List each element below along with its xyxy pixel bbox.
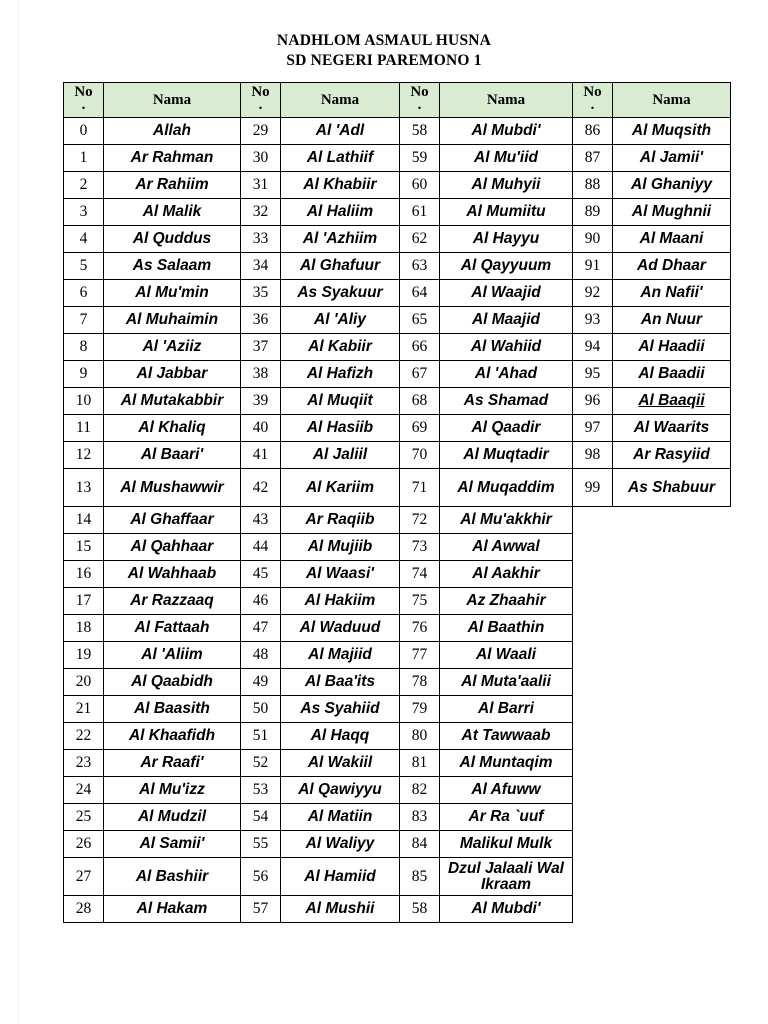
name-cell: Ar Raqiib [281,507,400,534]
name-cell: Al 'Aziiz [104,334,241,361]
name-cell: Al Qawiyyu [281,777,400,804]
name-cell: Al 'Adl [281,118,400,145]
row-number: 18 [64,615,104,642]
empty-cell [613,831,731,858]
name-cell: Al Muta'aalii [440,669,573,696]
row-number: 9 [64,361,104,388]
row-number: 12 [64,442,104,469]
row-number: 89 [573,199,613,226]
asmaul-husna-table [63,82,731,923]
empty-cell [573,831,613,858]
name-cell: Al Baadii [613,361,731,388]
name-cell: Al Hayyu [440,226,573,253]
row-number: 11 [64,415,104,442]
row-number: 2 [64,172,104,199]
table-body [64,118,731,923]
name-cell: Al 'Aliim [104,642,241,669]
row-number: 73 [400,534,440,561]
name-cell: Al Jamii' [613,145,731,172]
empty-cell [613,750,731,777]
row-number: 21 [64,696,104,723]
table-row [64,334,731,361]
name-cell: Al Mubdi' [440,118,573,145]
row-number: 6 [64,280,104,307]
name-cell: Al Mushawwir [104,469,241,507]
empty-cell [573,896,613,923]
name-cell: Al Hakam [104,896,241,923]
table-row [64,442,731,469]
row-number: 56 [241,858,281,896]
row-number: 80 [400,723,440,750]
empty-cell [573,642,613,669]
table-row [64,831,731,858]
row-number: 35 [241,280,281,307]
name-cell: Al Hamiid [281,858,400,896]
name-cell: Al Mutakabbir [104,388,241,415]
name-cell: Al Mujiib [281,534,400,561]
row-number: 29 [241,118,281,145]
row-number: 55 [241,831,281,858]
name-cell: Malikul Mulk [440,831,573,858]
row-number: 77 [400,642,440,669]
empty-cell [613,723,731,750]
table-row [64,469,731,507]
name-cell: Al Maajid [440,307,573,334]
row-number: 58 [400,896,440,923]
row-number: 3 [64,199,104,226]
table-row [64,642,731,669]
header-nama: Nama [440,83,573,118]
row-number: 75 [400,588,440,615]
name-cell: Al Fattaah [104,615,241,642]
row-number: 47 [241,615,281,642]
empty-cell [573,696,613,723]
row-number: 50 [241,696,281,723]
row-number: 51 [241,723,281,750]
row-number: 61 [400,199,440,226]
name-cell: Al Kariim [281,469,400,507]
name-cell: Al Wakiil [281,750,400,777]
name-cell: Al Mu'akkhir [440,507,573,534]
name-cell: Al Haliim [281,199,400,226]
row-number: 94 [573,334,613,361]
name-cell: Al Maani [613,226,731,253]
table-row [64,588,731,615]
name-cell: Dzul Jalaali Wal Ikraam [440,858,573,896]
name-cell: Al Qaadir [440,415,573,442]
name-cell: As Shabuur [613,469,731,507]
name-cell: An Nafii' [613,280,731,307]
row-number: 76 [400,615,440,642]
row-number: 15 [64,534,104,561]
row-number: 52 [241,750,281,777]
name-cell: Al Ghaniyy [613,172,731,199]
row-number: 53 [241,777,281,804]
header-nama: Nama [281,83,400,118]
name-cell: Al Ghafuur [281,253,400,280]
row-number: 27 [64,858,104,896]
row-number: 1 [64,145,104,172]
row-number: 43 [241,507,281,534]
name-cell: Az Zhaahir [440,588,573,615]
table-row [64,199,731,226]
name-cell: Al Muqtadir [440,442,573,469]
row-number: 99 [573,469,613,507]
row-number: 60 [400,172,440,199]
name-cell: Al Awwal [440,534,573,561]
row-number: 38 [241,361,281,388]
row-number: 95 [573,361,613,388]
name-cell: Al Waali [440,642,573,669]
row-number: 42 [241,469,281,507]
empty-cell [573,615,613,642]
name-cell: Al Jabbar [104,361,241,388]
row-number: 59 [400,145,440,172]
name-cell: Al Khaafidh [104,723,241,750]
row-number: 58 [400,118,440,145]
row-number: 78 [400,669,440,696]
name-cell: Ar Raafi' [104,750,241,777]
row-number: 23 [64,750,104,777]
row-number: 87 [573,145,613,172]
row-number: 54 [241,804,281,831]
empty-cell [613,534,731,561]
name-cell: Al Baasith [104,696,241,723]
row-number: 25 [64,804,104,831]
row-number: 31 [241,172,281,199]
table-row [64,896,731,923]
row-number: 82 [400,777,440,804]
table-row [64,804,731,831]
header-no: No . [241,83,281,118]
name-cell: Ar Razzaaq [104,588,241,615]
row-number: 7 [64,307,104,334]
row-number: 41 [241,442,281,469]
name-cell: Al Muhyii [440,172,573,199]
empty-cell [573,804,613,831]
table-row [64,561,731,588]
table-row [64,507,731,534]
name-cell: Al 'Azhiim [281,226,400,253]
row-number: 97 [573,415,613,442]
row-number: 57 [241,896,281,923]
table-row [64,118,731,145]
row-number: 16 [64,561,104,588]
row-number: 49 [241,669,281,696]
row-number: 93 [573,307,613,334]
row-number: 72 [400,507,440,534]
table-row [64,388,731,415]
row-number: 45 [241,561,281,588]
empty-cell [613,588,731,615]
name-cell: As Syahiid [281,696,400,723]
name-cell: Al Khaliq [104,415,241,442]
name-cell: Al Muqiit [281,388,400,415]
row-number: 62 [400,226,440,253]
name-cell: Ar Rasyiid [613,442,731,469]
name-cell: Al Hasiib [281,415,400,442]
name-cell: As Shamad [440,388,573,415]
row-number: 90 [573,226,613,253]
name-cell: Al Mushii [281,896,400,923]
name-cell: Al Hafizh [281,361,400,388]
table-row [64,307,731,334]
row-number: 86 [573,118,613,145]
page-edge [18,0,19,1024]
empty-cell [613,507,731,534]
row-number: 39 [241,388,281,415]
name-cell: Al Mubdi' [440,896,573,923]
row-number: 83 [400,804,440,831]
row-number: 64 [400,280,440,307]
empty-cell [613,669,731,696]
name-cell: Al Baa'its [281,669,400,696]
name-cell: Al 'Ahad [440,361,573,388]
row-number: 0 [64,118,104,145]
empty-cell [573,561,613,588]
row-number: 63 [400,253,440,280]
table-row [64,361,731,388]
row-number: 30 [241,145,281,172]
empty-cell [613,804,731,831]
name-cell: Al Majiid [281,642,400,669]
row-number: 13 [64,469,104,507]
name-cell: Al Hakiim [281,588,400,615]
name-cell: Al Aakhir [440,561,573,588]
table-row [64,723,731,750]
name-cell: Al Waajid [440,280,573,307]
row-number: 10 [64,388,104,415]
empty-cell [613,896,731,923]
name-cell: Al Muhaimin [104,307,241,334]
table-row [64,696,731,723]
row-number: 5 [64,253,104,280]
name-cell: Al Wahhaab [104,561,241,588]
row-number: 20 [64,669,104,696]
row-number: 19 [64,642,104,669]
row-number: 40 [241,415,281,442]
name-cell: Al Mumiitu [440,199,573,226]
row-number: 48 [241,642,281,669]
empty-cell [613,696,731,723]
table-row [64,172,731,199]
empty-cell [613,777,731,804]
row-number: 14 [64,507,104,534]
name-cell: An Nuur [613,307,731,334]
table-row [64,669,731,696]
empty-cell [573,669,613,696]
name-cell: Al Qayyuum [440,253,573,280]
header-no: No . [64,83,104,118]
row-number: 44 [241,534,281,561]
header-no: No . [573,83,613,118]
empty-cell [573,507,613,534]
name-cell: Al Lathiif [281,145,400,172]
row-number: 37 [241,334,281,361]
row-number: 22 [64,723,104,750]
header-nama: Nama [613,83,731,118]
name-cell: Al Muqaddim [440,469,573,507]
row-number: 96 [573,388,613,415]
row-number: 84 [400,831,440,858]
row-number: 69 [400,415,440,442]
name-cell: Al Malik [104,199,241,226]
row-number: 32 [241,199,281,226]
table-row [64,858,731,896]
document-title: NADHLOM ASMAUL HUSNA [276,32,492,49]
name-cell: As Salaam [104,253,241,280]
name-cell: Ar Rahman [104,145,241,172]
name-cell: Al Waasi' [281,561,400,588]
row-number: 98 [573,442,613,469]
name-cell: Al Afuww [440,777,573,804]
table-row [64,226,731,253]
name-cell: At Tawwaab [440,723,573,750]
table-row [64,253,731,280]
table-row [64,615,731,642]
name-cell: As Syakuur [281,280,400,307]
row-number: 17 [64,588,104,615]
row-number: 68 [400,388,440,415]
row-number: 71 [400,469,440,507]
name-cell: Al Haadii [613,334,731,361]
empty-cell [573,858,613,896]
name-cell: Al Qahhaar [104,534,241,561]
name-cell: Al Mu'iid [440,145,573,172]
name-cell: Al Matiin [281,804,400,831]
name-cell: Al Qaabidh [104,669,241,696]
row-number: 88 [573,172,613,199]
name-cell: Al Kabiir [281,334,400,361]
row-number: 66 [400,334,440,361]
name-cell: Al 'Aliy [281,307,400,334]
name-cell: Al Mughnii [613,199,731,226]
name-cell: Al Waduud [281,615,400,642]
school-name: SD NEGERI PAREMONO 1 [286,52,482,69]
table-row [64,777,731,804]
table-header-row [64,83,731,118]
name-cell: Ad Dhaar [613,253,731,280]
row-number: 36 [241,307,281,334]
table-row [64,280,731,307]
name-cell: Allah [104,118,241,145]
name-cell: Ar Rahiim [104,172,241,199]
name-cell: Al Ghaffaar [104,507,241,534]
table-row [64,750,731,777]
empty-cell [573,723,613,750]
empty-cell [613,642,731,669]
empty-cell [573,588,613,615]
name-cell: Al Baathin [440,615,573,642]
name-cell: Al Muntaqim [440,750,573,777]
name-cell: Al Haqq [281,723,400,750]
row-number: 33 [241,226,281,253]
name-cell: Al Baaqii [613,388,731,415]
empty-cell [613,858,731,896]
row-number: 79 [400,696,440,723]
row-number: 8 [64,334,104,361]
name-cell: Al Mu'izz [104,777,241,804]
row-number: 28 [64,896,104,923]
header-nama: Nama [104,83,241,118]
name-cell: Al Waliyy [281,831,400,858]
empty-cell [613,561,731,588]
name-cell: Al Bashiir [104,858,241,896]
name-cell: Al Waarits [613,415,731,442]
row-number: 26 [64,831,104,858]
header-no: No . [400,83,440,118]
empty-cell [613,615,731,642]
row-number: 65 [400,307,440,334]
row-number: 46 [241,588,281,615]
row-number: 4 [64,226,104,253]
name-cell: Al Muqsith [613,118,731,145]
name-cell: Al Baari' [104,442,241,469]
empty-cell [573,777,613,804]
name-cell: Al Jaliil [281,442,400,469]
row-number: 67 [400,361,440,388]
row-number: 81 [400,750,440,777]
name-cell: Al Barri [440,696,573,723]
table-row [64,145,731,172]
row-number: 24 [64,777,104,804]
name-cell: Al Wahiid [440,334,573,361]
row-number: 92 [573,280,613,307]
row-number: 34 [241,253,281,280]
name-cell: Al Mudzil [104,804,241,831]
table-row [64,415,731,442]
name-cell: Al Samii' [104,831,241,858]
name-cell: Ar Ra `uuf [440,804,573,831]
empty-cell [573,534,613,561]
empty-cell [573,750,613,777]
name-cell: Al Quddus [104,226,241,253]
row-number: 70 [400,442,440,469]
name-cell: Al Khabiir [281,172,400,199]
row-number: 85 [400,858,440,896]
name-cell: Al Mu'min [104,280,241,307]
row-number: 74 [400,561,440,588]
table-row [64,534,731,561]
row-number: 91 [573,253,613,280]
